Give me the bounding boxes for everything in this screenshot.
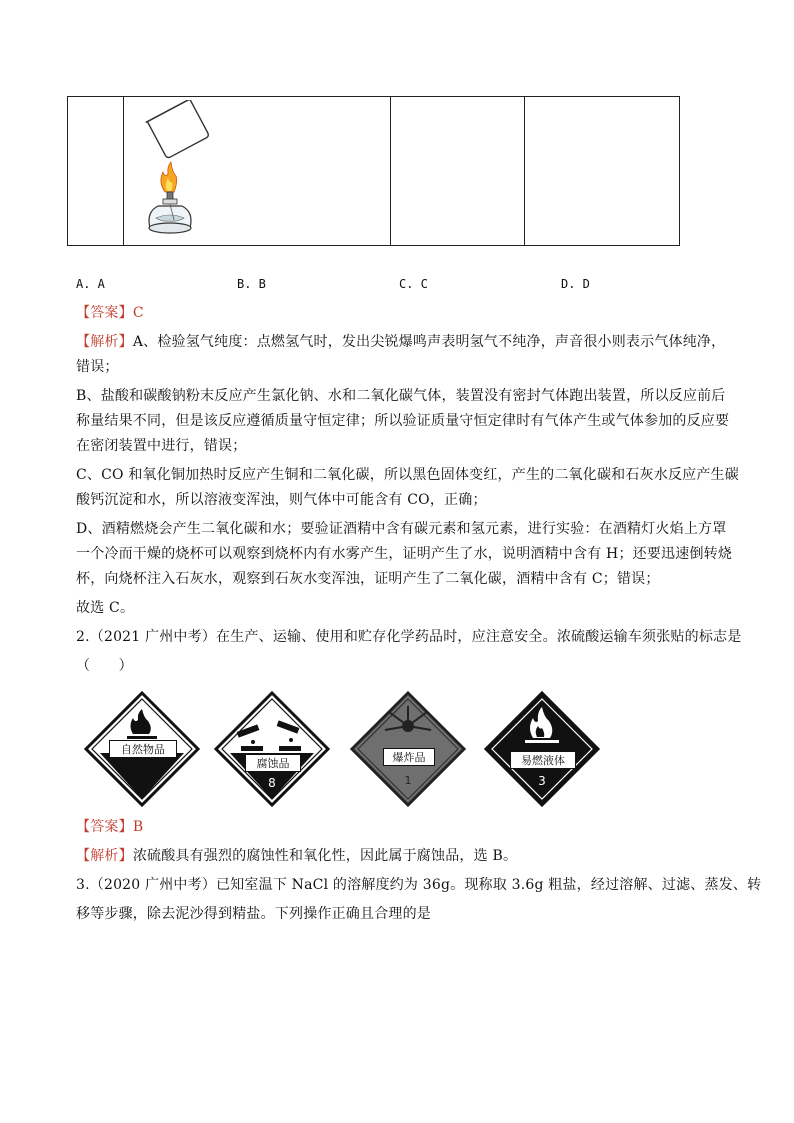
q1-analysis-line: D、酒精燃烧会产生二氧化碳和水；要验证酒精中含有碳元素和氢元素，进行实验：在酒精灯火焰上方罩 <box>76 521 727 537</box>
q1-analysis-line <box>76 331 725 351</box>
sign-number: 1 <box>404 774 412 787</box>
q1-analysis-line: 在密闭装置中进行，错误； <box>76 438 247 454</box>
answer-value: C <box>132 305 144 321</box>
sign-label: 爆炸品 <box>383 748 435 766</box>
sign-label: 自然物品 <box>109 740 177 758</box>
q2-analysis <box>76 845 517 865</box>
sign-number: 8 <box>268 776 276 790</box>
q1-analysis-line: 杯，向烧杯注入石灰水，观察到石灰水变浑浊，证明产生了二氧化碳，酒精中含有 C；错误； <box>76 571 660 587</box>
hazard-sign-explosive[interactable] <box>349 690 467 808</box>
q2-answer <box>76 816 143 836</box>
q3-stem: 3.（2020 广州中考）已知室温下 NaCl 的溶解度约为 36g。现称取 3.6g 粗盐，经过溶解、过滤、蒸发、转 <box>76 877 762 893</box>
answer-tag: 【答案】 <box>76 305 133 321</box>
answer-value: B <box>132 819 144 835</box>
q2-stem: 2.（2021 广州中考）在生产、运输、使用和贮存化学药品时，应注意安全。浓硫酸运输车须张贴的标志是 <box>76 629 742 645</box>
option-c[interactable]: C. C <box>399 277 428 291</box>
table-divider <box>524 97 525 245</box>
q1-analysis-line: 酸钙沉淀和水，所以溶液变浑浊，则气体中可能含有 CO，正确； <box>76 492 487 508</box>
hazard-sign-spontaneous[interactable] <box>83 690 201 808</box>
alcohol-lamp-beaker-icon <box>138 100 218 240</box>
q3-stem: 移等步骤，除去泥沙得到精盐。下列操作正确且合理的是 <box>76 906 431 922</box>
analysis-text: A、检验氢气纯度：点燃氢气时，发出尖锐爆鸣声表明氢气不纯净，声音很小则表示气体纯净， <box>132 334 726 350</box>
q1-analysis-line: B、盐酸和碳酸钠粉末反应产生氯化钠、水和二氧化碳气体，装置没有密封气体跑出装置，所以反应前后 <box>76 388 726 404</box>
q1-analysis-line: 称量结果不同，但是该反应遵循质量守恒定律；所以验证质量守恒定律时有气体产生或气体参加的反应要 <box>76 413 730 429</box>
sign-number: 3 <box>538 774 546 788</box>
analysis-tag: 【解析】 <box>76 334 133 350</box>
q1-analysis-line: C、CO 和氧化铜加热时反应产生铜和二氧化碳，所以黑色固体变红，产生的二氧化碳和石灰水反应产生碳 <box>76 467 739 483</box>
hazard-sign-flammable[interactable] <box>483 690 601 808</box>
sign-label: 腐蚀品 <box>245 754 301 772</box>
option-b[interactable]: B. B <box>237 277 266 291</box>
table-divider <box>390 97 391 245</box>
q1-analysis-line: 错误； <box>76 359 119 375</box>
analysis-text: 浓硫酸具有强烈的腐蚀性和氧化性，因此属于腐蚀品，选 B。 <box>132 848 518 864</box>
q2-stem-blank: （ ） <box>76 658 133 674</box>
q1-analysis-line: 故选 C。 <box>76 600 135 616</box>
q1-analysis-line: 一个冷而干燥的烧杯可以观察到烧杯内有水雾产生，证明产生了水，说明酒精中含有 H；还要迅速倒转烧 <box>76 546 733 562</box>
sign-label: 易燃液体 <box>510 751 576 769</box>
hazard-sign-corrosive[interactable] <box>213 690 331 808</box>
option-a[interactable]: A. A <box>76 277 105 291</box>
q1-answer <box>76 302 144 322</box>
option-d[interactable]: D. D <box>561 277 590 291</box>
analysis-tag: 【解析】 <box>76 848 133 864</box>
table-divider <box>123 97 124 245</box>
answer-tag: 【答案】 <box>76 819 133 835</box>
